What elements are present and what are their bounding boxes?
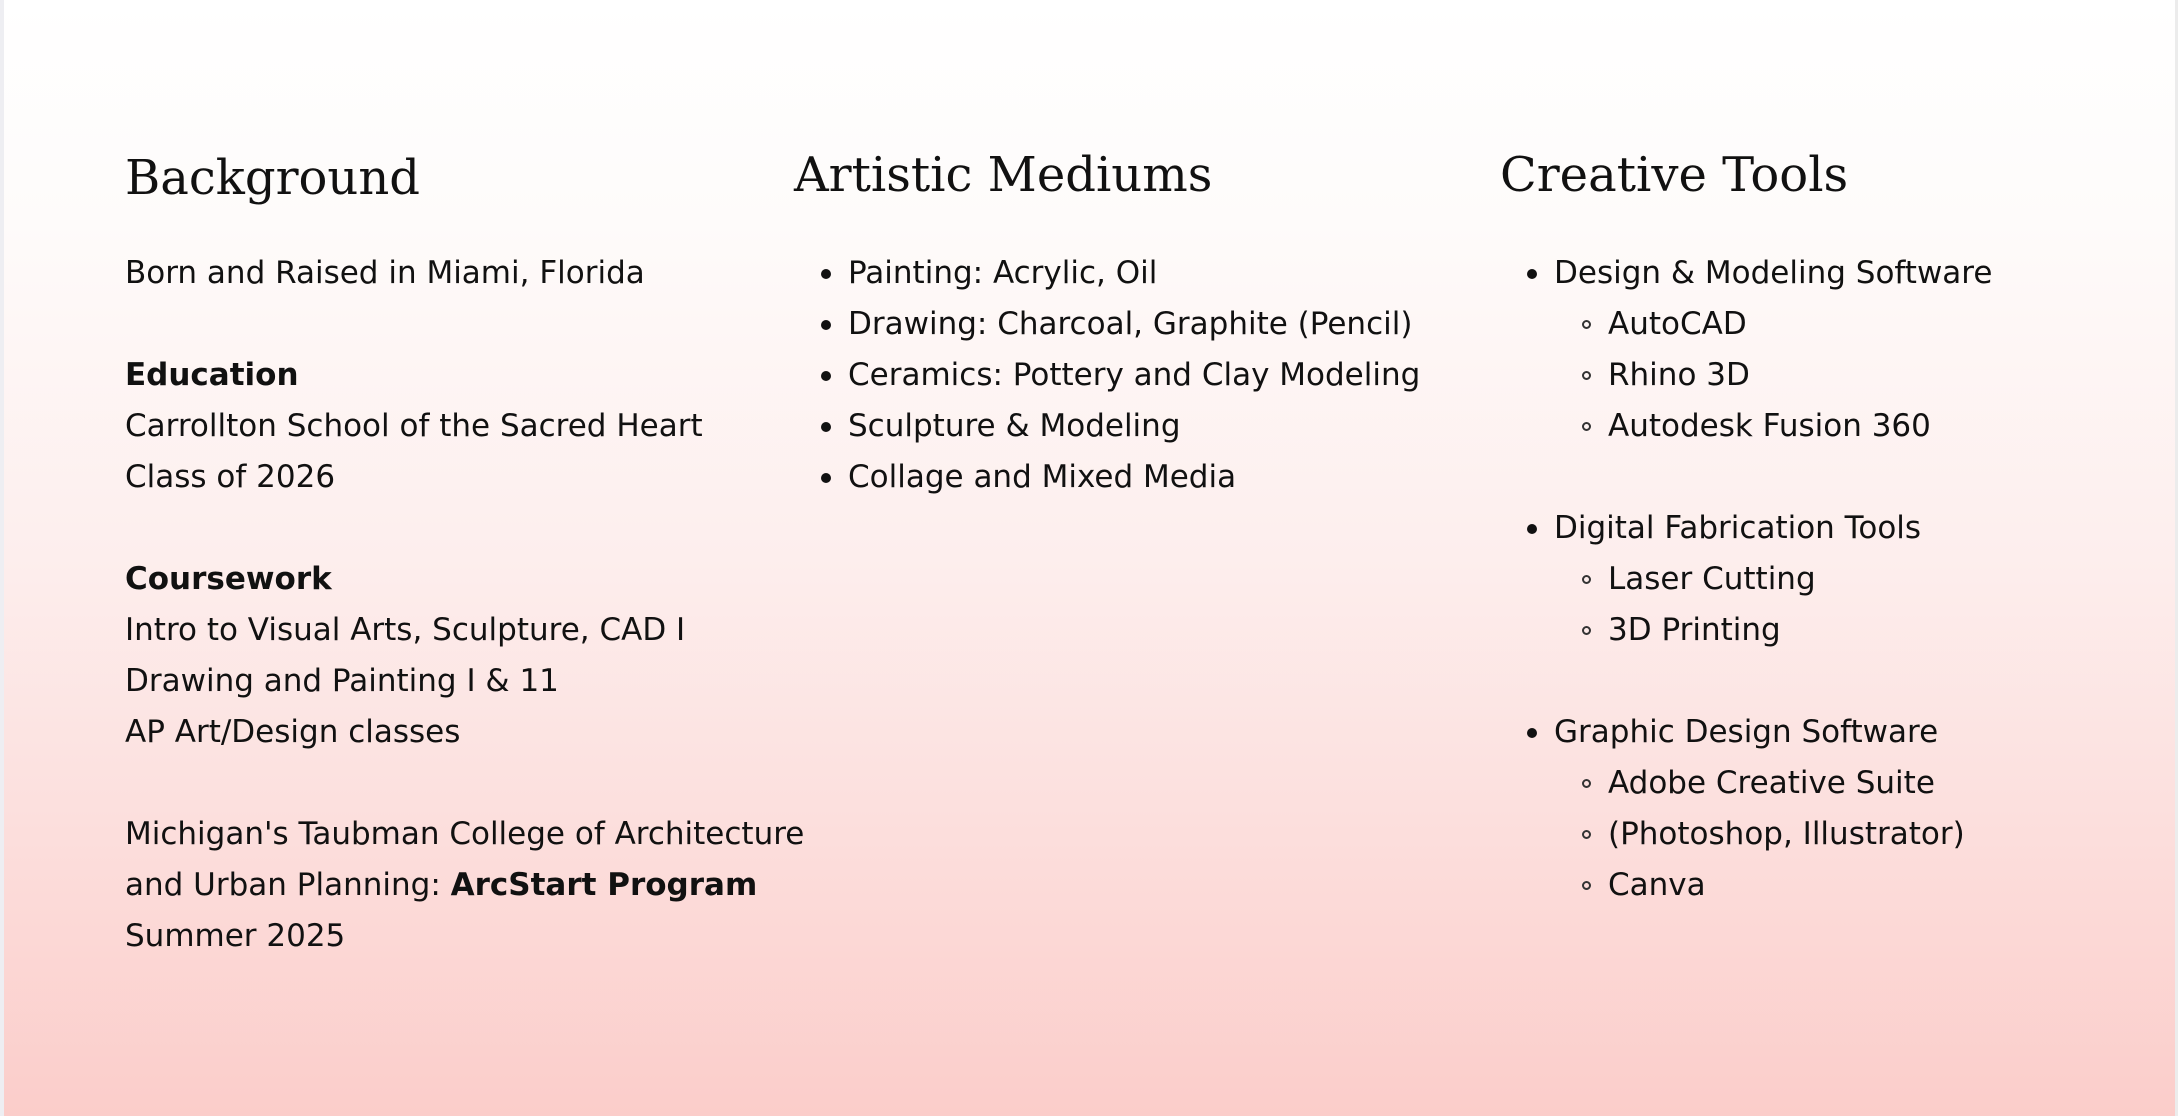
spacer [125, 503, 804, 554]
program-line-2-prefix: and Urban Planning: [125, 867, 451, 903]
medium-label: Drawing: Charcoal, Graphite (Pencil) [848, 306, 1413, 342]
program-line-2 [125, 860, 804, 911]
circle-bullet-icon [1582, 881, 1591, 890]
tool-label: Laser Cutting [1608, 561, 1816, 597]
medium-label: Sculpture & Modeling [848, 408, 1181, 444]
circle-bullet-icon [1582, 320, 1591, 329]
bullet-icon [821, 269, 831, 279]
bullet-icon [1527, 728, 1537, 738]
tool-group-label: Graphic Design Software [1554, 714, 1939, 750]
left-edge-divider [0, 0, 4, 1116]
medium-label: Painting: Acrylic, Oil [848, 255, 1158, 291]
tool-label: (Photoshop, Illustrator) [1608, 816, 1965, 852]
bullet-icon [1527, 269, 1537, 279]
bullet-icon [821, 371, 831, 381]
background-text [125, 248, 804, 962]
tool-label: Autodesk Fusion 360 [1608, 408, 1931, 444]
program-term: Summer 2025 [125, 918, 346, 954]
tool-label: Adobe Creative Suite [1608, 765, 1935, 801]
program-line-1: Michigan's Taubman College of Architecture [125, 816, 805, 852]
bullet-icon [821, 473, 831, 483]
circle-bullet-icon [1582, 830, 1591, 839]
education-label: Education [125, 357, 299, 393]
tool-label: Canva [1608, 867, 1706, 903]
coursework-label: Coursework [125, 561, 332, 597]
tool-group-label: Digital Fabrication Tools [1554, 510, 1922, 546]
bullet-icon [1527, 524, 1537, 534]
medium-label: Collage and Mixed Media [848, 459, 1237, 495]
tools-heading: Creative Tools [1500, 147, 1849, 203]
medium-label: Ceramics: Pottery and Clay Modeling [848, 357, 1421, 393]
tool-group-label: Design & Modeling Software [1554, 255, 1993, 291]
circle-bullet-icon [1582, 626, 1591, 635]
coursework-item: AP Art/Design classes [125, 714, 461, 750]
coursework-item: Drawing and Painting I & 11 [125, 663, 559, 699]
bullet-icon [821, 320, 831, 330]
background-heading: Background [125, 150, 420, 206]
bullet-icon [821, 422, 831, 432]
circle-bullet-icon [1582, 779, 1591, 788]
hometown-text: Born and Raised in Miami, Florida [125, 255, 645, 291]
mediums-heading: Artistic Mediums [794, 147, 1213, 203]
spacer [125, 758, 804, 809]
circle-bullet-icon [1582, 371, 1591, 380]
spacer [125, 299, 804, 350]
program-name: ArcStart Program [450, 867, 758, 903]
class-year: Class of 2026 [125, 459, 336, 495]
tool-label: Rhino 3D [1608, 357, 1750, 393]
coursework-item: Intro to Visual Arts, Sculpture, CAD I [125, 612, 686, 648]
school-name: Carrollton School of the Sacred Heart [125, 408, 703, 444]
circle-bullet-icon [1582, 422, 1591, 431]
tool-label: 3D Printing [1608, 612, 1781, 648]
tool-label: AutoCAD [1608, 306, 1747, 342]
circle-bullet-icon [1582, 575, 1591, 584]
